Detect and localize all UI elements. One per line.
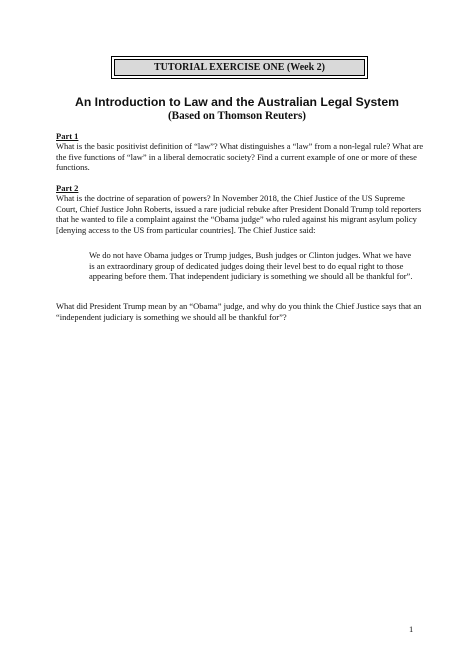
part1-heading: Part 1 — [56, 131, 79, 141]
part1-text: What is the basic positivist definition of “law”? What distinguishes a “law” from a non-legal rule? What are the five functions of “law” in a liberal democratic society? Find a current example of one or more of these functions. — [56, 141, 424, 173]
part2-text: What is the doctrine of separation of powers? In November 2018, the Chief Justice of the US Supreme Court, Chief Justice John Roberts, issued a rare judicial rebuke after President Donald Trump told reporters that he wanted to file a complaint against the “Obama judge” who ruled against his migrant asylum policy [denying access to the US from particular countries]. The Chief Justice said: — [56, 193, 422, 235]
chief-justice-quote: We do not have Obama judges or Trump judges, Bush judges or Clinton judges. What we have is an extraordinary group of dedicated judges doing their level best to do equal right to those appearing before them. That independent judiciary is something we should all be thankful for”. — [89, 250, 413, 282]
document-subtitle: (Based on Thomson Reuters) — [167, 110, 307, 122]
document-title: An Introduction to Law and the Australian Legal System — [75, 95, 399, 109]
part2-heading: Part 2 — [56, 183, 79, 193]
page-number: 1 — [409, 624, 414, 634]
exercise-title-box — [111, 56, 368, 79]
part2-question: What did President Trump mean by an “Obama” judge, and why do you think the Chief Justice says that an “independent judiciary is something we should all be thankful for”? — [56, 301, 422, 322]
exercise-title: TUTORIAL EXERCISE ONE (Week 2) — [114, 59, 365, 76]
